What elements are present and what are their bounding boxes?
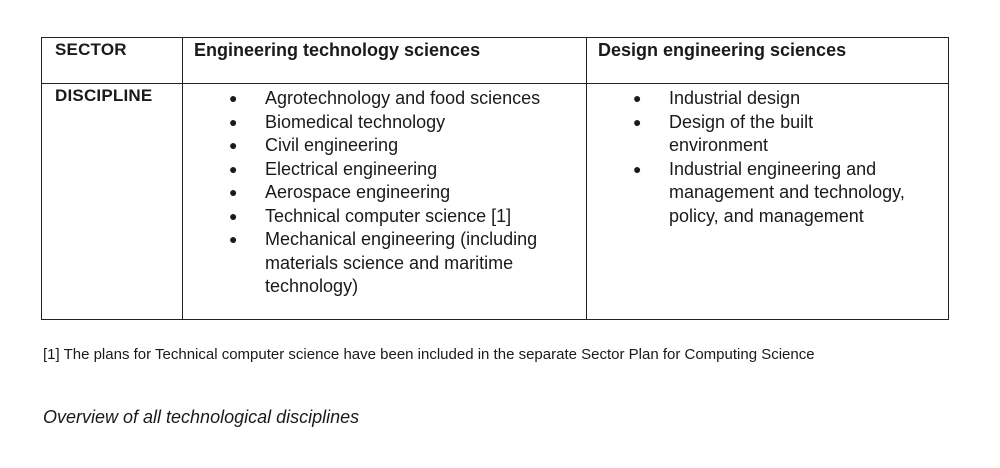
list-item: ● Mechanical engineering (including materials science and maritime technology)	[229, 229, 538, 296]
bullet-icon: ●	[229, 90, 238, 106]
bullet-icon: ●	[229, 113, 238, 130]
list-item: ● Civil engineering	[183, 134, 586, 158]
bullet-icon: ●	[229, 231, 238, 247]
bullet-icon: ●	[229, 184, 238, 200]
design-discipline-list	[587, 84, 948, 228]
list-item: ● Industrial engineering and management and technology, policy, and management	[633, 158, 905, 226]
sector-row-label: SECTOR	[42, 38, 183, 84]
bullet-icon: ●	[633, 160, 642, 177]
list-item: ● Electrical engineering	[183, 158, 586, 182]
list-item: ● Agrotechnology and food sciences	[183, 87, 586, 111]
table-header-row	[42, 38, 949, 84]
bullet-icon: ●	[229, 207, 238, 224]
list-item: ● Technical computer science [1]	[183, 205, 586, 229]
list-item: ● Aerospace engineering	[183, 181, 586, 205]
list-item: ● Design of the built environment	[633, 111, 814, 155]
bullet-icon: ●	[633, 90, 642, 106]
list-item: ● Biomedical technology	[183, 111, 586, 135]
design-engineering-cell	[587, 84, 949, 320]
list-item: ● Industrial design	[587, 87, 948, 111]
engineering-discipline-list	[183, 84, 586, 299]
discipline-row-label: DISCIPLINE	[42, 84, 183, 320]
table-body-row	[42, 84, 949, 320]
sector-discipline-table	[41, 37, 949, 320]
footnote: [1] The plans for Technical computer science have been included in the separate Sector Plan for Computing Science	[43, 346, 815, 363]
engineering-technology-cell	[183, 84, 587, 320]
bullet-icon: ●	[229, 137, 238, 153]
engineering-technology-heading: Engineering technology sciences	[183, 38, 587, 84]
figure-caption: Overview of all technological disciplines	[43, 407, 360, 427]
design-engineering-heading: Design engineering sciences	[587, 38, 949, 84]
bullet-icon: ●	[633, 113, 642, 130]
bullet-icon: ●	[229, 160, 238, 177]
